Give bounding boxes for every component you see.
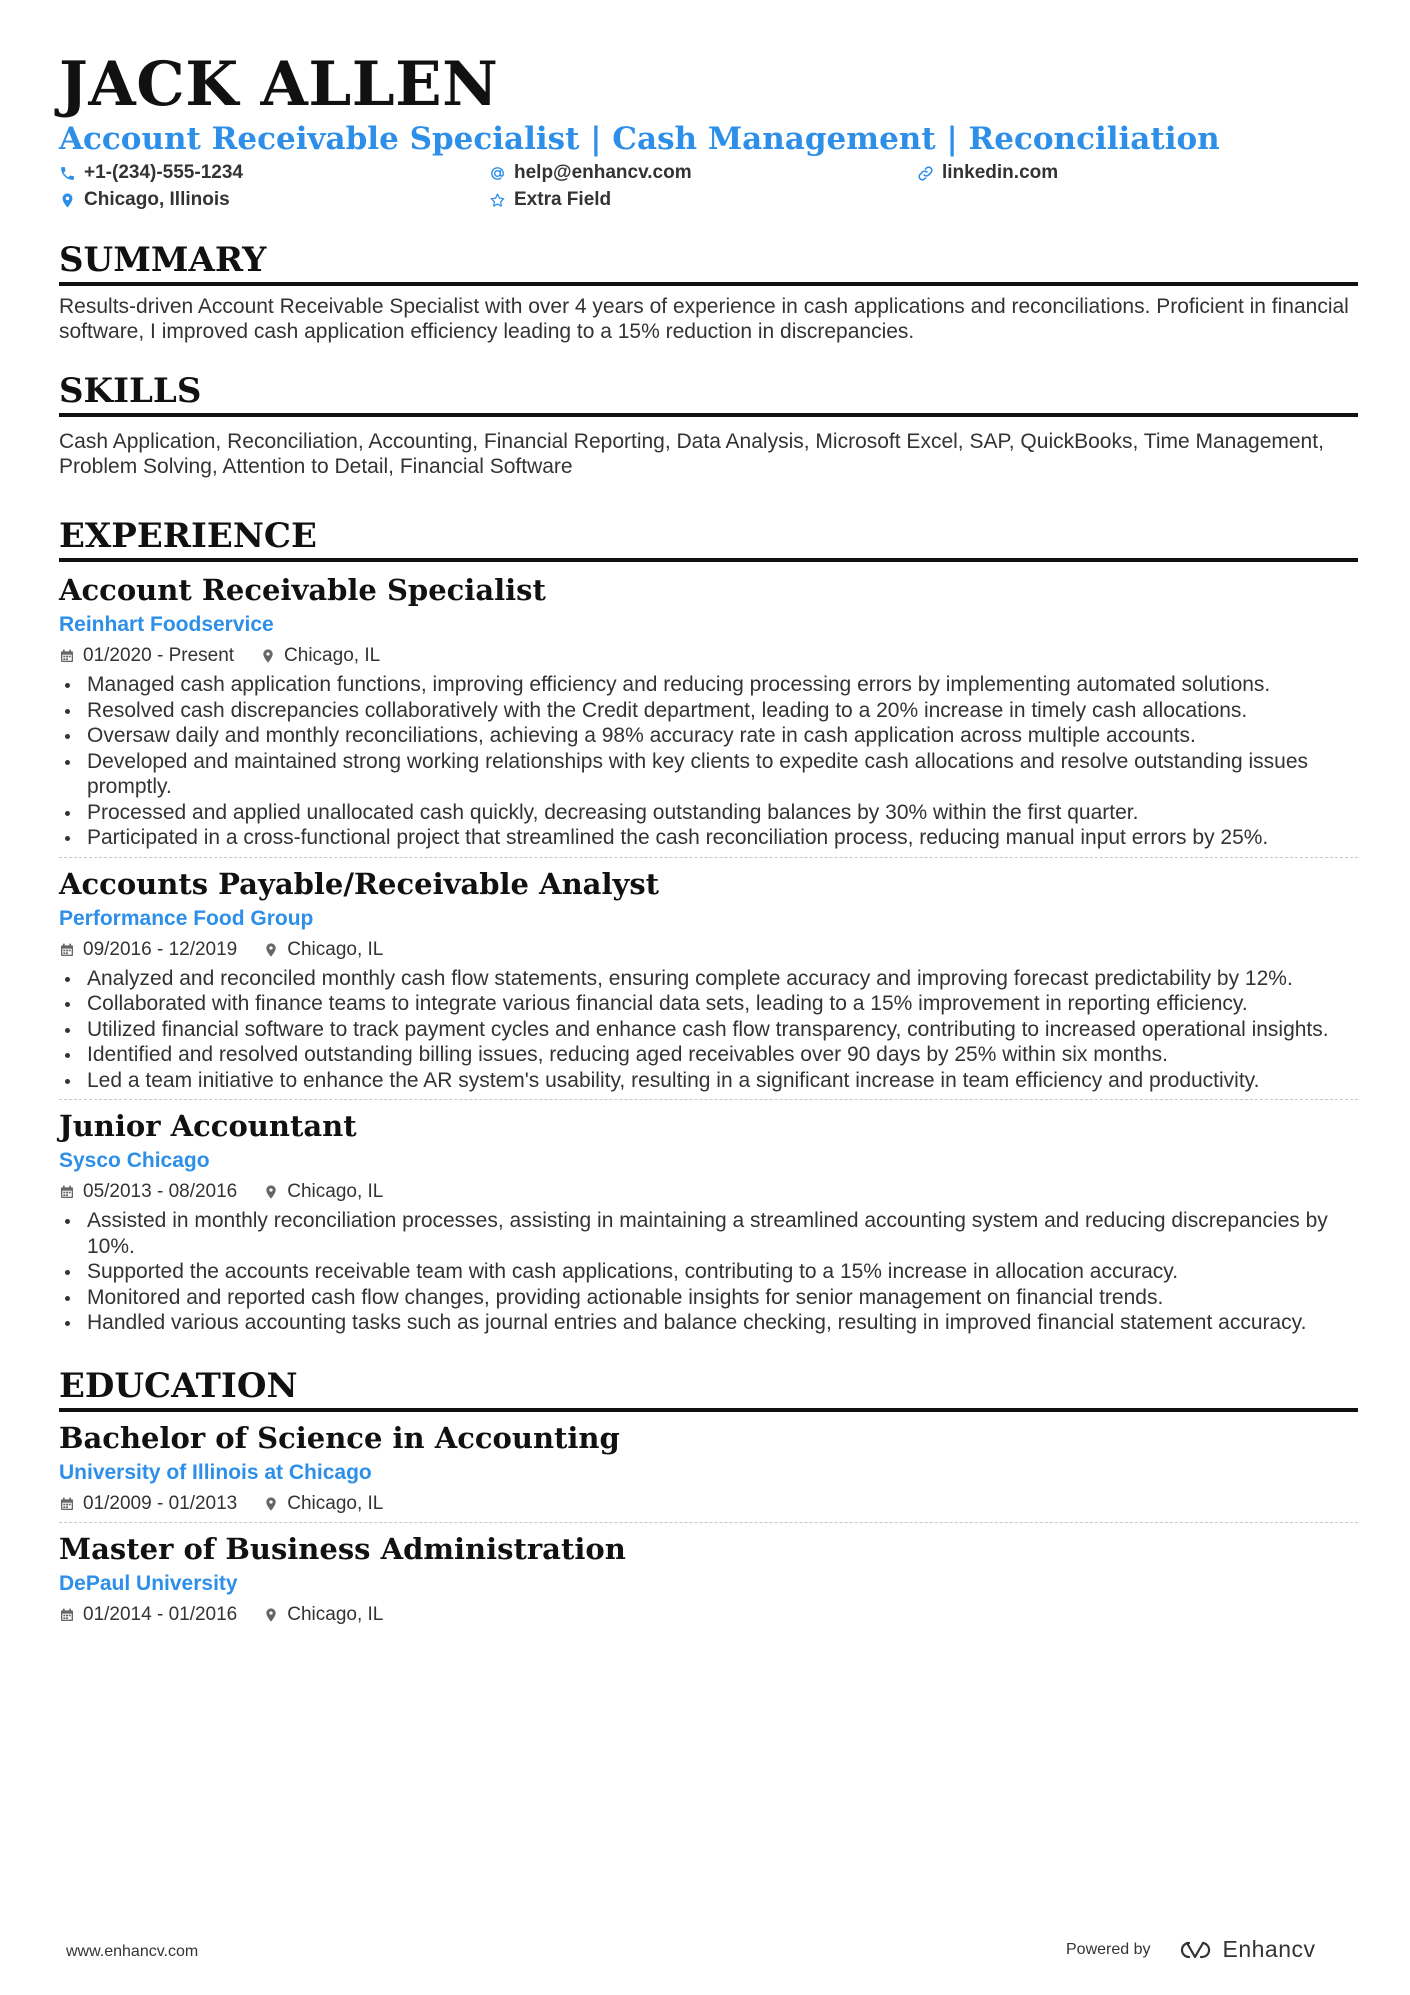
summary-section [59,240,1358,344]
job-dates: 01/2020 - Present [83,645,235,666]
contact-extra-text: Extra Field [514,189,612,210]
experience-heading: EXPERIENCE [59,516,1358,562]
job-title: Account Receivable Specialist [59,573,546,607]
bullet-item: Identified and resolved outstanding billing issues, reducing aged receivables over 90 days by 25% within six months. [59,1042,1358,1068]
contact-email [489,162,917,184]
job-location: Chicago, IL [287,938,384,960]
experience-entry [59,572,1358,851]
job-dates: 05/2013 - 08/2016 [83,1181,238,1202]
job-bullets [59,672,1358,851]
education-location-wrap [263,1492,383,1516]
phone-icon [59,165,76,182]
calendar-icon [59,1184,75,1200]
entry-divider [59,1099,1358,1100]
education-meta [59,1603,1358,1627]
bullet-item: Utilized financial software to track payment cycles and enhance cash flow transparency, contributing to increased operational insights. [59,1017,1358,1043]
bullet-item: Managed cash application functions, improving efficiency and reducing processing errors by implementing automated solutions. [59,672,1358,698]
school-name: University of Illinois at Chicago [59,1460,372,1484]
education-dates: 01/2009 - 01/2013 [83,1492,238,1514]
at-icon [489,165,506,182]
job-meta [59,1180,1358,1204]
education-meta [59,1492,1358,1516]
education-section [59,1366,1358,1627]
bullet-item: Supported the accounts receivable team with cash applications, contributing to a 15% increase in allocation accuracy. [59,1259,1358,1285]
education-dates: 01/2014 - 01/2016 [83,1603,238,1625]
footer-website[interactable]: www.enhancv.com [66,1943,199,1960]
job-meta [59,644,1358,668]
bullet-item: Resolved cash discrepancies collaboratively with the Credit department, leading to a 20% increase in timely cash allocations. [59,698,1358,724]
job-location: Chicago, IL [287,1181,384,1202]
job-location-wrap [260,644,380,668]
entry-divider [59,1522,1358,1523]
job-dates: 09/2016 - 12/2019 [83,938,238,960]
resume-content [59,50,1358,1627]
footer-branding [1066,1936,1316,1963]
company-name: Reinhart Foodservice [59,613,274,636]
skills-section [59,371,1358,479]
bullet-item: Collaborated with finance teams to integrate various financial data sets, leading to a 15% improvement in reporting efficiency. [59,991,1358,1017]
contact-phone-text: +1-(234)-555-1234 [84,162,243,183]
bullet-item: Analyzed and reconciled monthly cash flow statements, ensuring complete accuracy and improving forecast predictability by 12%. [59,966,1358,992]
location-pin-icon [263,1607,279,1623]
bullet-item: Participated in a cross-functional project that streamlined the cash reconciliation process, reducing manual input errors by 25%. [59,825,1358,851]
powered-by-label: Powered by [1066,1940,1151,1958]
summary-heading: SUMMARY [59,240,1358,286]
link-icon [917,165,934,182]
calendar-icon [59,1496,75,1512]
contact-location [59,189,489,211]
skills-heading: SKILLS [59,371,1358,417]
location-pin-icon [263,942,279,958]
entry-divider [59,857,1358,858]
job-bullets [59,966,1358,1094]
enhancv-logo-icon [1175,1939,1215,1961]
company-name: Sysco Chicago [59,1149,210,1172]
company-name: Performance Food Group [59,906,314,930]
school-name: DePaul University [59,1571,238,1595]
education-entry [59,1531,1358,1627]
bullet-item: Monitored and reported cash flow changes, providing actionable insights for senior management on financial trends. [59,1285,1358,1311]
contact-linkedin-text: linkedin.com [942,162,1059,183]
location-pin-icon [59,192,76,209]
education-location: Chicago, IL [287,1492,384,1514]
job-location-wrap [263,1180,383,1204]
skills-text: Cash Application, Reconciliation, Accounting, Financial Reporting, Data Analysis, Microsoft Excel, SAP, QuickBooks, Time Management, Problem Solving, Attention to Detail, Financial Software [59,430,1324,478]
summary-text: Results-driven Account Receivable Specialist with over 4 years of experience in cash applications and reconciliations. Proficient in financial software, I improved cash application efficiency leading to a 15% reduction in discrepancies. [59,295,1349,343]
bullet-item: Processed and applied unallocated cash quickly, decreasing outstanding balances by 30% within the first quarter. [59,800,1358,826]
education-location: Chicago, IL [287,1603,384,1625]
job-location-wrap [263,938,383,962]
star-icon [489,192,506,209]
contact-phone [59,162,489,184]
contact-extra [489,189,917,211]
contact-info [59,162,1358,211]
job-location: Chicago, IL [284,645,381,666]
education-location-wrap [263,1603,383,1627]
calendar-icon [59,648,75,664]
job-meta [59,938,1358,962]
contact-email-text: help@enhancv.com [514,162,692,183]
bullet-item: Handled various accounting tasks such as journal entries and balance checking, resulting in improved financial statement accuracy. [59,1310,1358,1336]
calendar-icon [59,1607,75,1623]
job-title: Junior Accountant [59,1109,357,1143]
location-pin-icon [260,648,276,664]
bullet-item: Led a team initiative to enhance the AR system's usability, resulting in a significant increase in team efficiency and productivity. [59,1068,1358,1094]
contact-linkedin [917,162,1358,184]
education-heading: EDUCATION [59,1366,1358,1412]
experience-entry [59,866,1358,1094]
bullet-item: Oversaw daily and monthly reconciliations, achieving a 98% accuracy rate in cash application across multiple accounts. [59,723,1358,749]
enhancv-brand-name: Enhancv [1222,1936,1316,1962]
location-pin-icon [263,1496,279,1512]
job-bullets [59,1208,1358,1336]
experience-section [59,516,1358,1336]
job-title: Accounts Payable/Receivable Analyst [59,866,660,901]
experience-entry [59,1108,1358,1336]
education-entry [59,1420,1358,1516]
candidate-headline: Account Receivable Specialist | Cash Management | Reconciliation [59,121,1220,157]
calendar-icon [59,942,75,958]
bullet-item: Assisted in monthly reconciliation processes, assisting in maintaining a streamlined accounting system and reducing discrepancies by 10%. [59,1208,1358,1259]
contact-location-text: Chicago, Illinois [84,189,230,210]
degree-title: Master of Business Administration [59,1531,626,1566]
candidate-name: JACK ALLEN [59,49,499,120]
bullet-item: Developed and maintained strong working relationships with key clients to expedite cash allocations and resolve outstanding issues promptly. [59,749,1358,800]
location-pin-icon [263,1184,279,1200]
degree-title: Bachelor of Science in Accounting [59,1420,620,1455]
